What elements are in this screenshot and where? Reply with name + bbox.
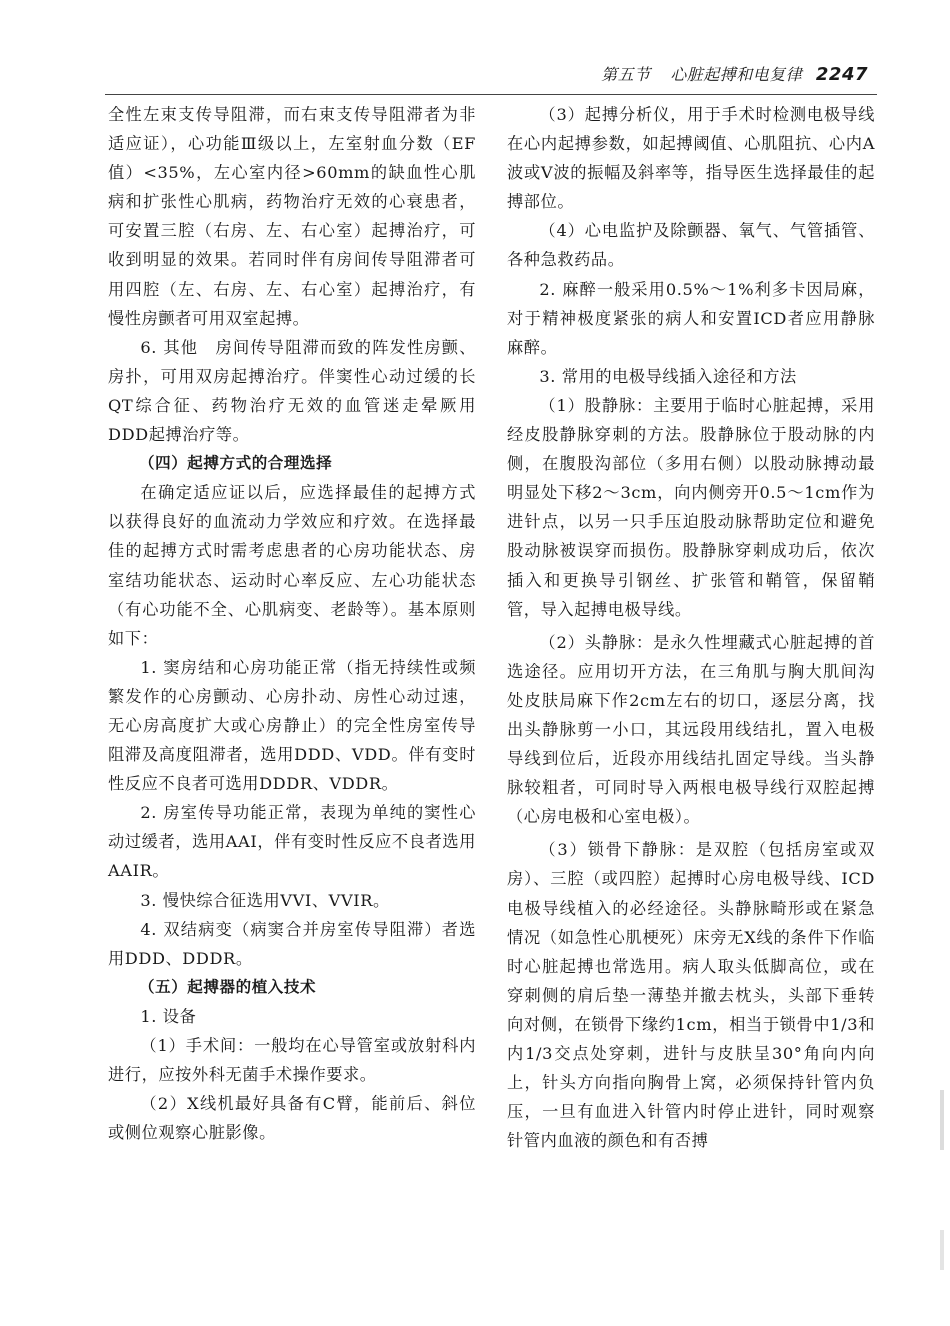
page-number: 2247 [815, 64, 868, 85]
paragraph: （2）头静脉：是永久性埋藏式心脏起搏的首选途径。应用切开方法，在三角肌与胸大肌间沟处皮肤局麻下作2cm左右的切口，逐层分离，找出头静脉剪一小口，其远段用线结扎，置入电极导线到位后，近段亦用线结扎固定导线。当头静脉较粗者，可同时导入两根电极导线行双腔起搏（心房电极和心室电极）。 [507, 632, 875, 827]
paragraph: 6. 其他 房间传导阻滞而致的阵发性房颤、房扑，可用双房起搏治疗。伴窦性心动过缓的长QT综合征、药物治疗无效的血管迷走晕厥用DDD起搏治疗等。 [108, 337, 476, 445]
paragraph: 3. 慢快综合征选用VVI、VVIR。 [140, 890, 390, 910]
paragraph: （2）X线机最好具备有C臂，能前后、斜位或侧位观察心脏影像。 [108, 1094, 476, 1143]
left-column [108, 100, 476, 1147]
right-column [507, 100, 875, 1155]
paragraph: 1. 窦房结和心房功能正常（指无持续性或频繁发作的心房颤动、心房扑动、房性心动过速，无心房高度扩大或心房静止）的完全性房室传导阻滞及高度阻滞者，选用DDD、VDD。伴有变时性反应不良者可选用DDDR、VDDR。 [108, 657, 476, 794]
paragraph: 3. 常用的电极导线插入途径和方法 [539, 366, 797, 386]
paragraph: （3）锁骨下静脉：是双腔（包括房室或双房）、三腔（或四腔）起搏时心房电极导线、ICD电极导线植入的必经途径。头静脉畸形或在紧急情况（如急性心肌梗死）床旁无X线的条件下作临时心脏起搏也常选用。病人取头低脚高位，或在穿刺侧的肩后垫一薄垫并撤去枕头，头部下垂转向对侧，在锁骨下缘约1cm，相当于锁骨中1/3和内1/3交点处穿刺，进针与皮肤呈30°角向内向上，针头方向指向胸骨上窝，必须保持针管内负压，一旦有血进入针管内时停止进针，同时观察针管内血液的颜色和有否搏 [507, 840, 875, 1151]
paragraph: （3）起搏分析仪，用于手术时检测电极导线在心内起搏参数，如起搏阈值、心肌阻抗、心内A波或V波的振幅及斜率等，指导医生选择最佳的起搏部位。 [507, 105, 875, 212]
paragraph: 全性左束支传导阻滞，而右束支传导阻滞者为非适应证），心功能Ⅲ级以上，左室射血分数（EF值）<35%，左心室内径>60mm的缺血性心肌病和扩张性心肌病，药物治疗无效的心衰患者，可安置三腔（右房、左、右心室）起搏治疗，可收到明显的效果。若同时伴有房间传导阻滞者可用四腔（左、右房、左、右心室）起搏治疗，有慢性房颤者可用双室起搏。 [108, 105, 476, 328]
paragraph: （1）手术间：一般均在心导管室或放射科内进行，应按外科无菌手术操作要求。 [108, 1036, 476, 1085]
header-section: 第五节 [601, 65, 651, 84]
paragraph: （1）股静脉：主要用于临时心脏起搏，采用经皮股静脉穿刺的方法。股静脉位于股动脉的内侧，在腹股沟部位（多用右侧）以股动脉搏动最明显处下移2～3cm，向内侧旁开0.5～1cm作为进针点，以另一只手压迫股动脉帮助定位和避免股动脉被误穿而损伤。股静脉穿刺成功后，依次插入和更换导引钢丝、扩张管和鞘管，保留鞘管，导入起搏电极导线。 [507, 395, 875, 619]
header-title: 心脏起搏和电复律 [670, 65, 803, 84]
paragraph: （4）心电监护及除颤器、氧气、气管插管、各种急救药品。 [507, 221, 875, 270]
header-rule [105, 94, 877, 95]
paragraph: 2. 房室传导功能正常，表现为单纯的窦性心动过缓者，选用AAI，伴有变时性反应不良者选用AAIR。 [108, 803, 476, 881]
running-header [0, 62, 868, 85]
paragraph: 2. 麻醉一般采用0.5%～1%利多卡因局麻，对于精神极度紧张的病人和安置ICD者应用静脉麻醉。 [507, 279, 875, 357]
paragraph: 4. 双结病变（病窦合并房室传导阻滞）者选用DDD、DDDR。 [108, 919, 476, 968]
section-heading: （四）起搏方式的合理选择 [139, 454, 333, 473]
scan-edge-mark [940, 1090, 944, 1150]
paragraph: 1. 设备 [140, 1006, 197, 1026]
paragraph: 在确定适应证以后，应选择最佳的起搏方式以获得良好的血流动力学效应和疗效。在选择最佳的起搏方式时需考虑患者的心房功能状态、房室结功能状态、运动时心率反应、左心功能状态（有心功能不全、心肌病变、老龄等）。基本原则如下： [108, 483, 476, 648]
scan-edge-mark [940, 1230, 944, 1270]
section-heading: （五）起搏器的植入技术 [139, 977, 317, 996]
